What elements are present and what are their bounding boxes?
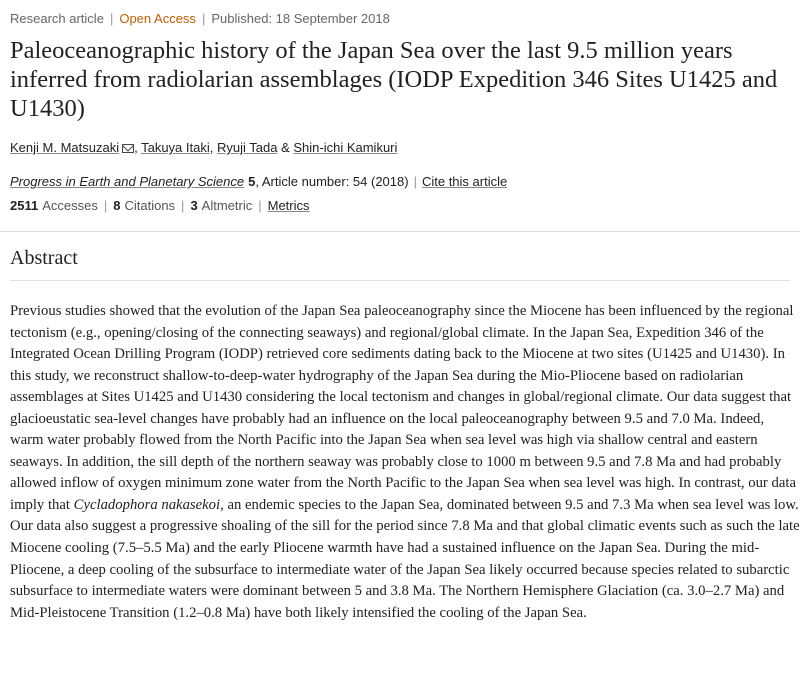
accesses-label: Accesses [42,198,98,213]
journal-volume: 5 [248,174,256,189]
author-list [10,140,397,155]
altmetric-label: Altmetric [201,198,253,213]
author-separator: , [209,140,217,155]
meta-separator: | [181,198,185,213]
citations-count: 8 [113,198,121,213]
journal-citation-line [10,174,507,189]
journal-link[interactable]: Progress in Earth and Planetary Science [10,174,245,189]
article-title: Paleoceanographic history of the Japan Sea over the last 9.5 million years inferred from radiolarian assemblages (IODP Expedition 346 Sites U1425 and U1430) [10,37,778,122]
email-icon[interactable] [122,144,134,153]
abstract-text-part-2: , an endemic species to the Japan Sea, dominated between 9.5 and 7.3 Ma when sea level was low. Our data also suggest a progressive shoaling of the sill for the period since 7.8 Ma and that global climatic events such as such the late Miocene cooling (7.5–5.5 Ma) and the early Pliocene warmth have had a sustained influence on the Japan Sea. During the mid-Pliocene, a deep cooling of the subsurface to intermediate water of the Japan Sea likely occurred because species related to subarctic subsurface to intermediate waters were dominant between 5 and 3.8 Ma. The Northern Hemisphere Glaciation (ca. 3.0–2.7 Ma) and Mid-Pleistocene Transition (1.2–0.8 Ma) have both likely intensified the cooling of the Japan Sea. [10,496,800,621]
article-number: , Article number: 54 (2018) [255,174,409,189]
metrics-link[interactable]: Metrics [267,198,310,213]
abstract-text-part-1: Previous studies showed that the evolution of the Japan Sea paleoceanography since the Miocene has been influenced by the regional tectonism (e.g., opening/closing of the connecting seaways) and regional/global climate. In the Japan Sea, Expedition 346 of the Integrated Ocean Drilling Program (IODP) retrieved core sediments dating back to the Miocene at two sites (U1425 and U1430). In this study, we reconstruct shallow-to-deep-water hydrography of the Japan Sea during the Mio-Pliocene based on radiolarian assemblages at Sites U1425 and U1430 considering the local tectonism and changes in global/regional climate. Our data suggest that glacioeustatic sea-level changes have probably had an influence on the local paleoceanography between 9.5 and 7.0 Ma. Indeed, warm water probably flowed from the North Pacific into the Japan Sea when sea level was high via shallow central and eastern seaways. In addition, the sill depth of the northern seaway was probably close to 1000 m between 9.5 and 7.8 Ma and had probably allowed inflow of oxygen minimum zone water from the North Pacific to the Japan Sea when sea level was high. In contrast, our data imply that [10,303,796,513]
abstract-heading-rule [10,280,790,281]
meta-separator: | [103,198,108,213]
article-type: Research article [10,11,104,26]
author-link-4[interactable]: Shin-ichi Kamikuri [293,140,398,155]
abstract-text [10,301,800,624]
cite-this-article-link[interactable]: Cite this article [421,174,508,189]
article-meta-bar [10,11,390,26]
author-separator: , [134,140,142,155]
altmetric-count: 3 [190,198,198,213]
meta-separator: | [258,198,262,213]
citations-label: Citations [124,198,176,213]
open-access-label: Open Access [119,11,196,26]
meta-separator: | [201,11,206,26]
meta-separator: | [413,174,417,189]
accesses-count: 2511 [10,198,39,213]
author-separator: & [277,140,294,155]
article-metrics [10,198,310,213]
section-divider [0,231,800,232]
species-name: Cycladophora nakasekoi [73,496,221,513]
meta-separator: | [109,11,114,26]
published-date: Published: 18 September 2018 [211,11,390,26]
author-link-2[interactable]: Takuya Itaki [141,140,210,155]
author-link-3[interactable]: Ryuji Tada [216,140,278,155]
abstract-heading: Abstract [10,247,78,269]
author-link-1[interactable]: Kenji M. Matsuzaki [10,140,120,155]
